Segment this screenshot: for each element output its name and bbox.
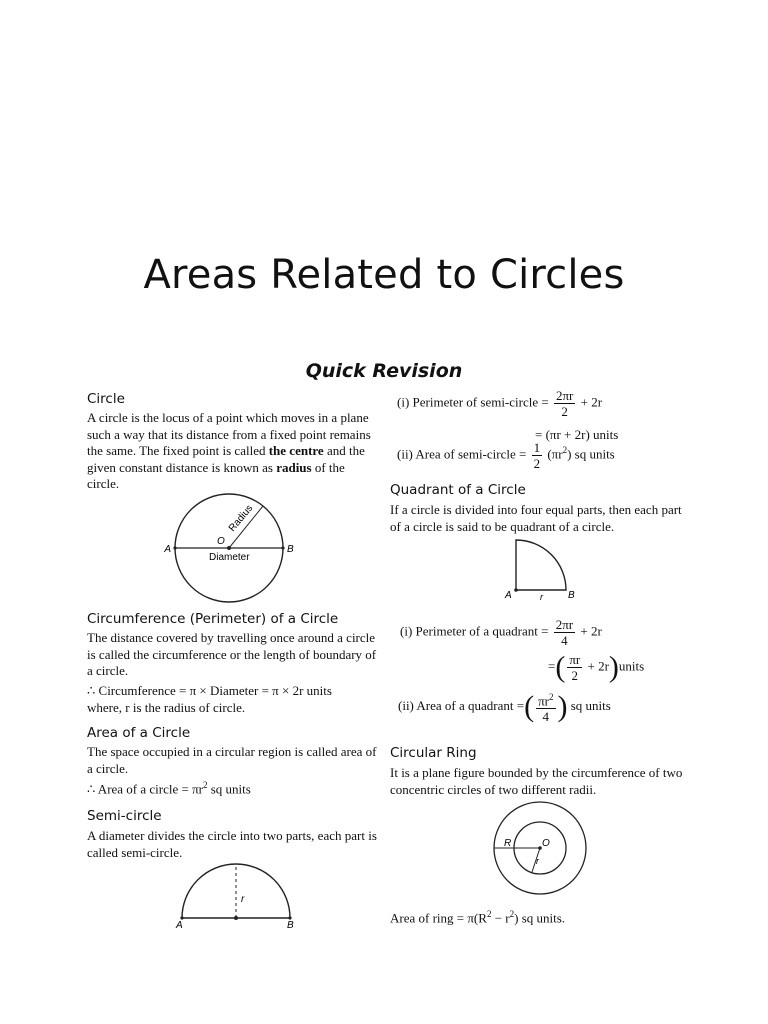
semi-area-label: (ii) Area of semi-circle = bbox=[397, 446, 527, 462]
circumference-heading: Circumference (Perimeter) of a Circle bbox=[87, 611, 339, 627]
quad-perim-den: 4 bbox=[561, 633, 568, 648]
semicircle-perimeter-formula bbox=[397, 388, 602, 419]
circle-heading: Circle bbox=[87, 391, 125, 407]
circumference-formula: ∴ Circumference = π × Diameter = π × 2r units bbox=[87, 683, 332, 698]
ring-formula-post: ) sq units. bbox=[514, 910, 566, 926]
ring-diagram bbox=[490, 800, 590, 900]
label-o: O bbox=[217, 536, 225, 547]
quadrant-diagram bbox=[500, 536, 590, 602]
semi-area-num: 1 bbox=[533, 440, 541, 455]
quadrant-label-r: r bbox=[540, 592, 543, 602]
quad-perim2-units: units bbox=[618, 658, 645, 674]
ring-text: It is a plane figure bounded by the circumference of two concentric circles of two different radii. bbox=[390, 765, 683, 797]
semi-perim-label: (i) Perimeter of semi-circle = bbox=[397, 394, 549, 410]
area-text: The space occupied in a circular region is called area of a circle. bbox=[87, 744, 377, 776]
quad-perim-tail: + 2r bbox=[580, 623, 602, 639]
quadrant-area-formula bbox=[398, 690, 611, 724]
quad-perim2-fraction bbox=[567, 652, 582, 683]
label-radius: Radius bbox=[226, 503, 256, 534]
quadrant-perimeter-line2: =( $\frac{\pi r}{2}$ + 2r)units bbox=[548, 650, 645, 684]
quadrant-text: If a circle is divided into four equal parts, then each part of a circle is said to be quadrant of a circle. bbox=[390, 502, 682, 534]
circle-text-3: of the circle. bbox=[87, 459, 345, 491]
open-paren: ( bbox=[555, 650, 566, 684]
semicircle-label-a: A bbox=[176, 920, 183, 931]
quadrant-perimeter-formula bbox=[400, 617, 602, 648]
quad-area-fraction bbox=[536, 690, 555, 724]
quad-area-num bbox=[536, 690, 555, 709]
centre-term: the centre bbox=[268, 443, 324, 458]
area-formula-sup: 2 bbox=[203, 780, 208, 790]
close-paren: ) bbox=[608, 650, 619, 684]
page-title: Areas Related to Circles bbox=[143, 252, 625, 298]
circumference-text: The distance covered by travelling once around a circle is called the circumference or the length of boundary of a circle. bbox=[87, 630, 377, 678]
semicircle-label-b: B bbox=[287, 920, 294, 931]
ring-formula-mid: − r bbox=[491, 910, 510, 926]
semicircle-text: A diameter divides the circle into two parts, each part is called semi-circle. bbox=[87, 828, 377, 860]
area-heading: Area of a Circle bbox=[87, 725, 191, 741]
radius-term: radius bbox=[276, 459, 312, 475]
ring-label-R: R bbox=[504, 838, 512, 849]
quad-area-num-sup: 2 bbox=[549, 692, 554, 702]
semicircle-area-formula bbox=[397, 440, 615, 471]
ring-area-formula bbox=[390, 909, 565, 926]
semi-perim-den: 2 bbox=[561, 404, 568, 419]
quad-perim2-den: 2 bbox=[571, 668, 579, 683]
area-formula-post: sq units bbox=[207, 781, 251, 797]
section-subtitle: Quick Revision bbox=[305, 360, 463, 382]
ring-heading: Circular Ring bbox=[390, 745, 477, 761]
ring-formula-sup1: 2 bbox=[486, 909, 492, 919]
ring-formula-pre: Area of ring = π(R bbox=[390, 910, 487, 926]
quad-perim-label: (i) Perimeter of a quadrant = bbox=[400, 623, 549, 639]
quadrant-outline bbox=[516, 540, 566, 590]
label-a: A bbox=[164, 544, 171, 555]
semicircle-centre bbox=[234, 916, 238, 920]
semi-area-den: 2 bbox=[533, 456, 541, 471]
ring-label-r: r bbox=[536, 856, 539, 866]
quad-area-num-pre: πr bbox=[538, 693, 549, 709]
label-b: B bbox=[287, 544, 294, 555]
semicircle-heading: Semi-circle bbox=[87, 808, 162, 824]
point-b bbox=[281, 546, 284, 549]
area-formula bbox=[87, 780, 251, 797]
circle-diagram bbox=[165, 490, 305, 605]
semi-area-tail-post: ) sq units bbox=[567, 446, 615, 462]
semi-perim-num: 2πr bbox=[555, 388, 574, 403]
quad-perim2-num: πr bbox=[569, 652, 581, 667]
quad-perim-fraction bbox=[554, 617, 575, 648]
quad-area-den: 4 bbox=[542, 709, 550, 725]
open-paren-2: ( bbox=[524, 690, 535, 724]
quadrant-point-a bbox=[514, 588, 518, 592]
quadrant-label-a: A bbox=[505, 590, 512, 601]
semi-area-fraction bbox=[532, 440, 543, 471]
quad-area-units: sq units bbox=[570, 698, 611, 714]
semi-area-tail-pre: (πr bbox=[547, 446, 563, 462]
quad-area-label: (ii) Area of a quadrant = bbox=[398, 698, 525, 714]
circle-definition bbox=[87, 410, 377, 493]
area-formula-pre: ∴ Area of a circle = πr bbox=[87, 781, 203, 797]
quadrant-heading: Quadrant of a Circle bbox=[390, 482, 526, 498]
close-paren-2: ) bbox=[557, 690, 568, 724]
semi-perim-fraction bbox=[554, 388, 575, 419]
quad-perim2-tail: + 2r bbox=[587, 658, 609, 674]
semi-perim-tail: + 2r bbox=[580, 394, 603, 410]
ring-formula-sup2: 2 bbox=[509, 909, 515, 919]
circumference-where: where, r is the radius of circle. bbox=[87, 700, 246, 715]
semicircle-perimeter-line2: = (πr + 2r) units bbox=[535, 427, 619, 442]
centre-point bbox=[227, 546, 231, 550]
semicircle-diagram bbox=[170, 862, 300, 932]
ring-label-O: O bbox=[542, 838, 550, 849]
circle-text-1: A circle is the locus of a point which moves in a plane such a way that its distance from a fixed point remains the same. The fixed point is called bbox=[87, 410, 371, 458]
label-diameter: Diameter bbox=[209, 552, 250, 563]
circle-text-2: and the given constant distance is known as bbox=[87, 443, 365, 475]
semi-area-tail-sup: 2 bbox=[562, 445, 568, 456]
quadrant-label-b: B bbox=[568, 590, 575, 601]
quad-perim-num: 2πr bbox=[555, 617, 574, 632]
point-a bbox=[173, 546, 176, 549]
semicircle-label-r: r bbox=[241, 894, 245, 905]
